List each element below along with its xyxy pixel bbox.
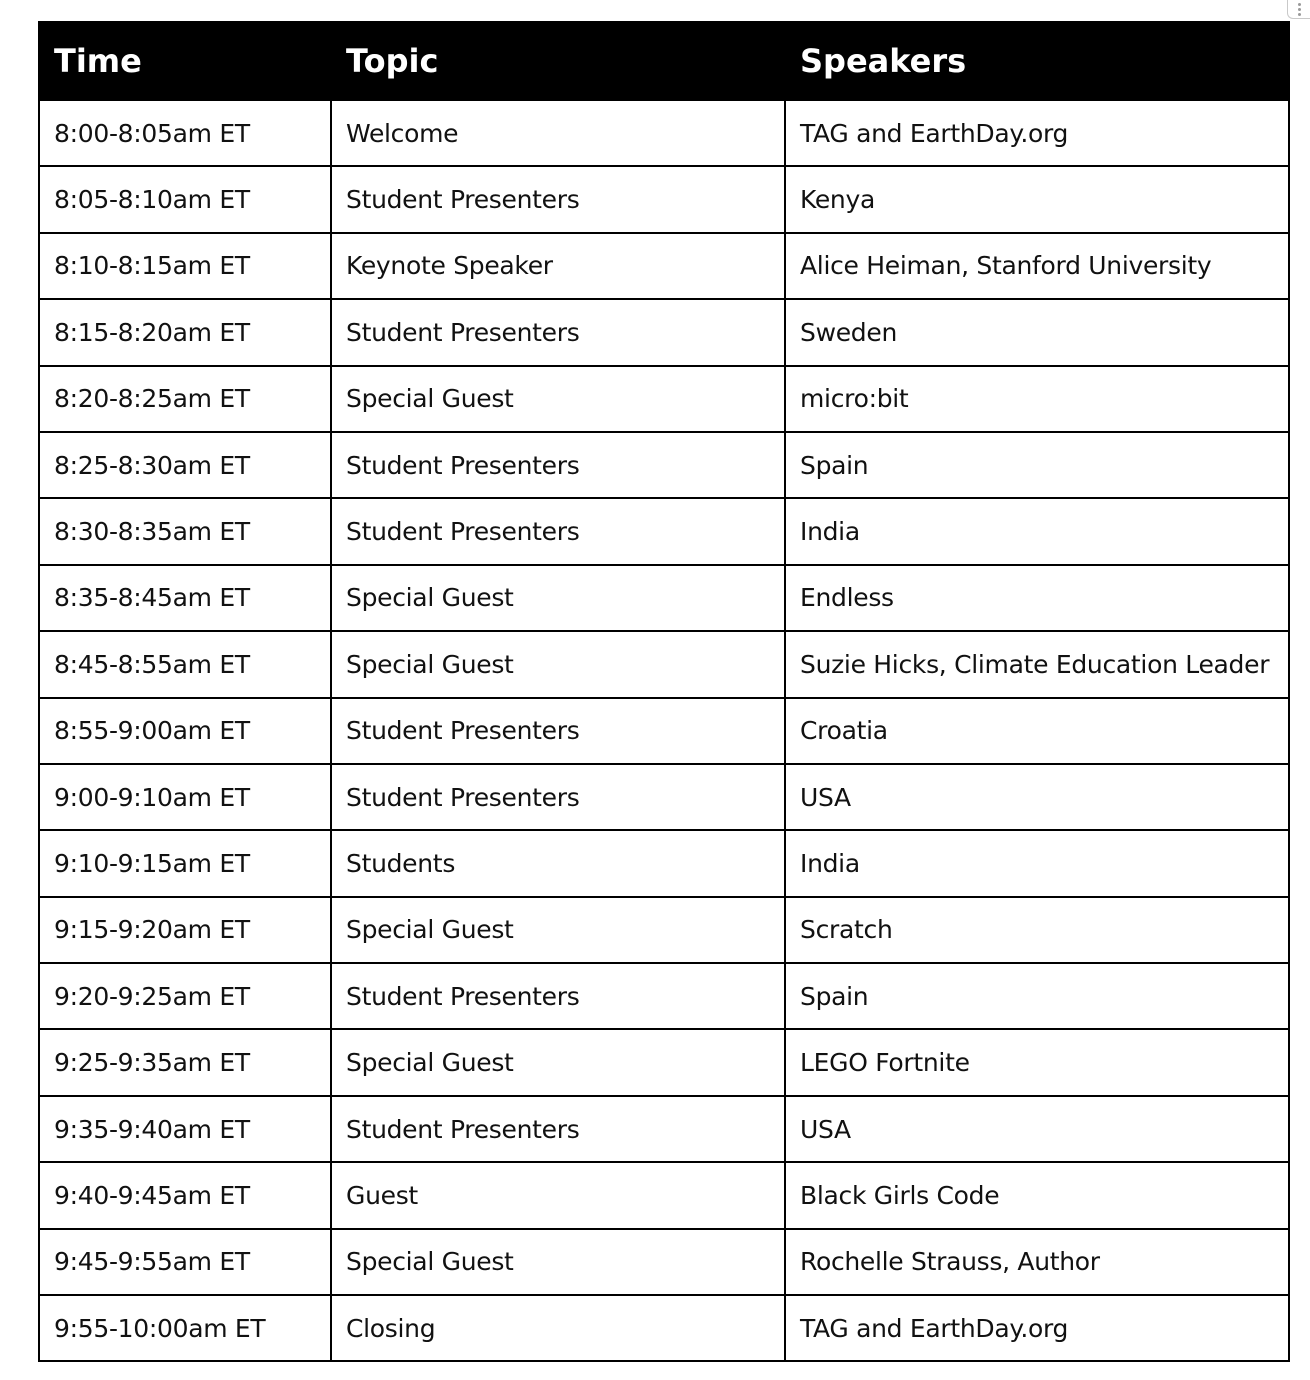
- header-time: Time: [39, 22, 331, 100]
- cell-time: 8:10-8:15am ET: [39, 233, 331, 299]
- table-row: [39, 432, 1289, 498]
- table-row: [39, 1029, 1289, 1095]
- cell-speakers: USA: [785, 1096, 1289, 1162]
- cell-time: 8:45-8:55am ET: [39, 631, 331, 697]
- cell-speakers: Croatia: [785, 698, 1289, 764]
- cell-speakers: Spain: [785, 963, 1289, 1029]
- table-row: [39, 764, 1289, 830]
- cell-speakers: India: [785, 498, 1289, 564]
- cell-topic: Special Guest: [331, 897, 785, 963]
- cell-topic: Closing: [331, 1295, 785, 1361]
- cell-time: 8:20-8:25am ET: [39, 366, 331, 432]
- cell-topic: Student Presenters: [331, 299, 785, 365]
- table-row: [39, 299, 1289, 365]
- cell-time: 9:40-9:45am ET: [39, 1162, 331, 1228]
- table-row: [39, 1162, 1289, 1228]
- schedule-table: [38, 21, 1290, 1362]
- table-row: [39, 233, 1289, 299]
- cell-speakers: USA: [785, 764, 1289, 830]
- cell-time: 8:25-8:30am ET: [39, 432, 331, 498]
- cell-topic: Student Presenters: [331, 498, 785, 564]
- header-topic: Topic: [331, 22, 785, 100]
- cell-topic: Students: [331, 830, 785, 896]
- cell-topic: Welcome: [331, 100, 785, 166]
- cell-time: 8:15-8:20am ET: [39, 299, 331, 365]
- cell-topic: Special Guest: [331, 631, 785, 697]
- cell-topic: Student Presenters: [331, 698, 785, 764]
- cell-time: 9:10-9:15am ET: [39, 830, 331, 896]
- cell-topic: Student Presenters: [331, 166, 785, 232]
- table-row: [39, 1229, 1289, 1295]
- cell-speakers: Black Girls Code: [785, 1162, 1289, 1228]
- cell-time: 9:55-10:00am ET: [39, 1295, 331, 1361]
- cell-time: 9:35-9:40am ET: [39, 1096, 331, 1162]
- table-row: [39, 366, 1289, 432]
- cell-speakers: Suzie Hicks, Climate Education Leader: [785, 631, 1289, 697]
- cell-topic: Special Guest: [331, 565, 785, 631]
- cell-topic: Guest: [331, 1162, 785, 1228]
- header-speakers: Speakers: [785, 22, 1289, 100]
- cell-time: 9:25-9:35am ET: [39, 1029, 331, 1095]
- cell-time: 8:55-9:00am ET: [39, 698, 331, 764]
- cell-speakers: TAG and EarthDay.org: [785, 1295, 1289, 1361]
- table-row: [39, 698, 1289, 764]
- more-vertical-icon[interactable]: [1287, 0, 1310, 19]
- table-row: [39, 830, 1289, 896]
- cell-time: 8:05-8:10am ET: [39, 166, 331, 232]
- cell-speakers: Alice Heiman, Stanford University: [785, 233, 1289, 299]
- cell-speakers: Scratch: [785, 897, 1289, 963]
- cell-speakers: LEGO Fortnite: [785, 1029, 1289, 1095]
- cell-topic: Keynote Speaker: [331, 233, 785, 299]
- cell-time: 9:15-9:20am ET: [39, 897, 331, 963]
- cell-speakers: TAG and EarthDay.org: [785, 100, 1289, 166]
- cell-speakers: India: [785, 830, 1289, 896]
- table-row: [39, 631, 1289, 697]
- table-row: [39, 498, 1289, 564]
- cell-topic: Student Presenters: [331, 432, 785, 498]
- cell-topic: Special Guest: [331, 366, 785, 432]
- cell-time: 8:35-8:45am ET: [39, 565, 331, 631]
- table-row: [39, 166, 1289, 232]
- cell-speakers: Spain: [785, 432, 1289, 498]
- table-row: [39, 565, 1289, 631]
- cell-topic: Special Guest: [331, 1029, 785, 1095]
- cell-speakers: Kenya: [785, 166, 1289, 232]
- table-row: [39, 897, 1289, 963]
- cell-time: 8:00-8:05am ET: [39, 100, 331, 166]
- cell-time: 9:20-9:25am ET: [39, 963, 331, 1029]
- table-row: [39, 1295, 1289, 1361]
- cell-time: 8:30-8:35am ET: [39, 498, 331, 564]
- cell-time: 9:45-9:55am ET: [39, 1229, 331, 1295]
- cell-speakers: Rochelle Strauss, Author: [785, 1229, 1289, 1295]
- cell-topic: Student Presenters: [331, 963, 785, 1029]
- cell-topic: Student Presenters: [331, 1096, 785, 1162]
- cell-speakers: micro:bit: [785, 366, 1289, 432]
- table-row: [39, 1096, 1289, 1162]
- table-header-row: [39, 22, 1289, 100]
- table-body: [39, 100, 1289, 1361]
- cell-time: 9:00-9:10am ET: [39, 764, 331, 830]
- cell-speakers: Sweden: [785, 299, 1289, 365]
- cell-speakers: Endless: [785, 565, 1289, 631]
- table-row: [39, 963, 1289, 1029]
- cell-topic: Student Presenters: [331, 764, 785, 830]
- cell-topic: Special Guest: [331, 1229, 785, 1295]
- table-row: [39, 100, 1289, 166]
